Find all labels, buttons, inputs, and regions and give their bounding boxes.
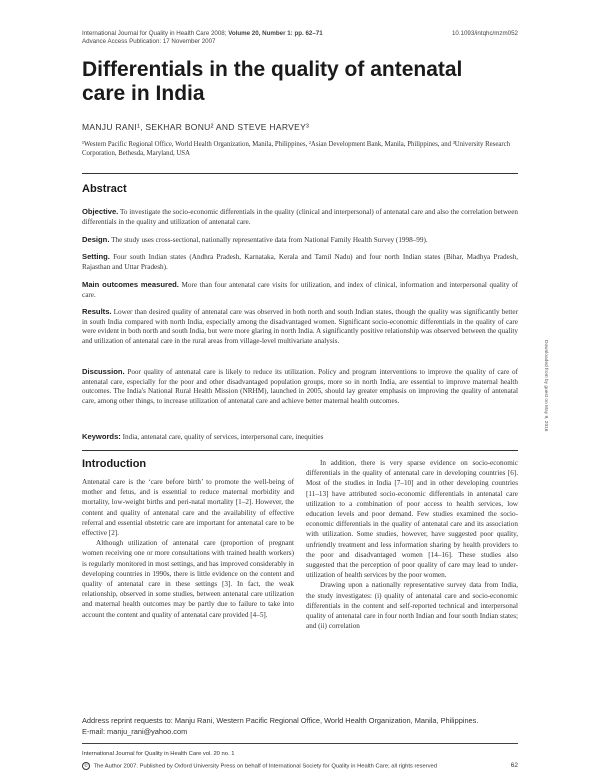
- abstract-heading: Abstract: [82, 183, 127, 195]
- reprint-address: Address reprint requests to: Manju Rani, Western Pacific Regional Office, World Health Organization, Manila, Philippines.: [82, 716, 479, 725]
- footer-copyright: [82, 762, 437, 770]
- design-label: Design.: [82, 235, 110, 244]
- journal-line: International Journal for Quality in Health Care 2008;: [82, 30, 227, 37]
- running-header: [82, 30, 323, 46]
- abstract-design: [82, 235, 518, 246]
- outcomes-text: More than four antenatal care visits for utilization, and index of clinical, information and interpersonal quality of care.: [82, 281, 519, 299]
- doi: 10.1093/intqhc/mzm052: [451, 30, 518, 37]
- design-text: The study uses cross-sectional, nationally representative data from National Family Health Survey (1998–99).: [111, 236, 428, 244]
- keywords-text: India, antenatal care, quality of services, interpersonal care, inequities: [122, 433, 324, 441]
- intro-paragraph: Drawing upon a nationally representative survey data from India, the study investigates: (i) quality of antenatal care and socio-economic differentials in the content and self-reported technical and interpersonal quality of antenatal care in four north Indian and four south Indian states; and (ii) correlation: [306, 581, 518, 631]
- introduction-heading: Introduction: [82, 458, 147, 470]
- setting-label: Setting.: [82, 252, 110, 261]
- abstract-outcomes: [82, 280, 518, 300]
- reprint-request: [82, 716, 478, 737]
- left-column: [82, 477, 294, 620]
- abstract-objective: [82, 207, 518, 227]
- abstract-discussion: [82, 367, 518, 406]
- article-title: Differentials in the quality of antenatal care in India: [82, 58, 463, 105]
- abstract-results: [82, 307, 518, 346]
- intro-paragraph: Antenatal care is the ‘care before birth’ to promote the well-being of mother and fetus, and is essential to reduce maternal morbidity and mortality, low-weight births and peri-natal mortality [1–2]. However, the content and quality of antenatal care and the availability of effective referral and essential obstetric care are important for antenatal care to be effective [2].: [82, 478, 294, 538]
- page-number: 62: [510, 762, 518, 769]
- copyright-text: The Author 2007. Published by Oxford University Press on behalf of International Society for Quality in Health Care; all rights reserved: [93, 763, 437, 770]
- outcomes-label: Main outcomes measured.: [82, 280, 179, 289]
- results-label: Results.: [82, 307, 112, 316]
- divider: [82, 450, 518, 451]
- abstract-setting: [82, 252, 518, 272]
- advance-access-line: Advance Access Publication: 17 November 2007: [82, 38, 216, 45]
- footer-divider: [82, 743, 518, 744]
- objective-text: To investigate the socio-economic differentials in the quality (clinical and interpersonal) of antenatal care and also the correlation between differentials in the quality and utilization of antenatal care.: [82, 208, 518, 226]
- objective-label: Objective.: [82, 207, 119, 216]
- volume-line: Volume 20, Number 1: pp. 62–71: [228, 30, 323, 37]
- discussion-text: Poor quality of antenatal care is likely to reduce its utilization. Policy and program interventions to improve the quality of care of antenatal care, especially for the poor and other disadvantaged population groups, more so in north India, are essential to improve maternal health outcomes. The India's National Rural Health Mission (NRHM), launched in 2005, should lay greater emphasis on improving the quality of antenatal care, among other things, to increase utilization of antenatal care and achieve better maternal health outcomes.: [82, 368, 518, 405]
- download-note: Downloaded from by guest on May 9, 2016: [543, 340, 548, 432]
- affiliations: ¹Western Pacific Regional Office, World Health Organization, Manila, Philippines, ²Asian Development Bank, Manila, Philippines, and ³University Research Corporation, Bethesda, Maryland, USA: [82, 141, 511, 157]
- copyright-icon: ©: [82, 762, 90, 770]
- author-list: MANJU RANI¹, SEKHAR BONU² AND STEVE HARVEY³: [82, 122, 310, 132]
- discussion-label: Discussion.: [82, 367, 125, 376]
- divider: [82, 173, 518, 174]
- results-text: Lower than desired quality of antenatal care was observed in both north and south Indian states, though the quality was significantly better in south India compared with north India, especially among the disadvantaged women. Significant socio-economic differentials in the quality of care were evident in both north and south India, but were more glaring in north India. A significantly positive relationship was observed between the quality and utilization of antenatal care in the rural areas from village-level multivariate analysis.: [82, 308, 519, 345]
- intro-paragraph: In addition, there is very sparse evidence on socio-economic differentials in the quality of antenatal care in developing countries [6]. Most of the studies in India [7–10] and in other developing countries [11–13] have attributed socio-economic differentials in antenatal care utilization to a combination of poor access to health services, low education levels and poor demand. Few studies examined the socio-economic differentials in the quality of antenatal care and its association with utilization. Some studies, however, have suggested poor quality, unfriendly treatment and less information sharing by health providers to the poor and disadvantaged women [14–16]. These studies also suggested that the perception of poor quality of care may lead to under-utilization of health services by the poor women.: [306, 459, 518, 580]
- right-column: [306, 458, 518, 631]
- keywords-label: Keywords:: [82, 432, 121, 441]
- footer-journal: International Journal for Quality in Health Care vol. 20 no. 1: [82, 751, 235, 757]
- intro-paragraph: Although utilization of antenatal care (proportion of pregnant women receiving one or more consultations with trained health workers) is regularly monitored in most settings, and has improved considerably in developing countries in 1990s, there is little evidence on the content and quality of antenatal care in these settings [3]. In fact, the weak relationship, observed in some studies, between antenatal care utilization and maternal health outcomes may be partly due to failure to take into account the content and quality of antenatal care provided [4–5].: [82, 539, 294, 619]
- abstract-keywords: [82, 432, 518, 443]
- reprint-email: E-mail: manju_rani@yahoo.com: [82, 726, 188, 736]
- setting-text: Four south Indian states (Andhra Pradesh, Karnataka, Kerala and Tamil Nadu) and four north Indian states (Bihar, Madhya Pradesh, Rajasthan and Uttar Pradesh).: [82, 253, 519, 271]
